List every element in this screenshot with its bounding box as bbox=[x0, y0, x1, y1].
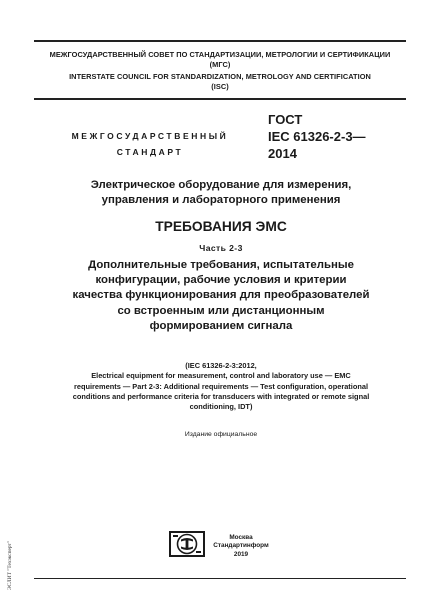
title-ru-line1: Электрическое оборудование для измерения, bbox=[90, 179, 352, 191]
title-main: ТРЕБОВАНИЯ ЭМС bbox=[155, 219, 287, 234]
title-en-line5: conditioning, IDT) bbox=[189, 402, 253, 412]
standard-label-line1: МЕЖГОСУДАРСТВЕННЫЙ bbox=[71, 131, 229, 141]
title-subtitle bbox=[40, 258, 402, 334]
title-sub-line4: со встроенным или дистанционным bbox=[117, 304, 325, 317]
gost-line3: 2014 bbox=[268, 146, 297, 161]
title-sub-line2: конфигурации, рабочие условия и критерии bbox=[95, 274, 347, 287]
publisher-city: Москва bbox=[229, 534, 253, 541]
title-sub-line3: качества функционирования для преобразователей bbox=[72, 289, 370, 302]
title-en-line1: (IEC 61326-2-3:2012, bbox=[185, 361, 257, 370]
title-sub-line5: формированием сигнала bbox=[149, 319, 293, 332]
title-en bbox=[44, 361, 398, 412]
bottom-rule bbox=[34, 578, 406, 579]
title-sub-line1: Дополнительные требования, испытательные bbox=[88, 259, 354, 271]
title-en-line4: conditions and performance criteria for transducers with integrated or remote signal bbox=[72, 391, 370, 401]
council-ru-line1: МЕЖГОСУДАРСТВЕННЫЙ СОВЕТ ПО СТАНДАРТИЗАЦИИ, МЕТРОЛОГИИ И СЕРТИФИКАЦИИ bbox=[49, 50, 391, 59]
council-ru-line2: (МГС) bbox=[209, 60, 231, 70]
title-part: Часть 2-3 bbox=[199, 243, 243, 253]
gost-line1: ГОСТ bbox=[268, 112, 303, 127]
header-rule bbox=[34, 98, 406, 100]
publisher-name: Стандартинформ bbox=[213, 542, 269, 550]
council-en-line2: (ISC) bbox=[211, 82, 229, 92]
title-en-line2: Electrical equipment for measurement, control and laboratory use — EMC bbox=[91, 371, 351, 381]
top-rule bbox=[34, 40, 406, 42]
publisher-block bbox=[210, 534, 272, 559]
gost-line2: IEC 61326-2-3— bbox=[268, 129, 366, 144]
council-ru bbox=[34, 50, 406, 70]
title-en-line3: requirements — Part 2-3: Additional requirements — Test configuration, operational bbox=[73, 381, 369, 391]
standard-label bbox=[70, 128, 230, 160]
council-en-line1: INTERSTATE COUNCIL FOR STANDARDIZATION, METROLOGY AND CERTIFICATION bbox=[69, 72, 371, 81]
publisher-year: 2019 bbox=[233, 550, 249, 558]
title-ru bbox=[40, 178, 402, 208]
gost-designation bbox=[268, 111, 366, 162]
standard-label-line2: СТАНДАРТ bbox=[116, 147, 184, 157]
side-stamp: ЭСЛИТ "Техэксперт" bbox=[7, 540, 13, 590]
title-ru-line2: управления и лабораторного применения bbox=[101, 194, 341, 206]
standartinform-logo-icon bbox=[168, 530, 206, 558]
edition-note: Издание официальное bbox=[184, 431, 258, 438]
council-en bbox=[34, 72, 406, 92]
